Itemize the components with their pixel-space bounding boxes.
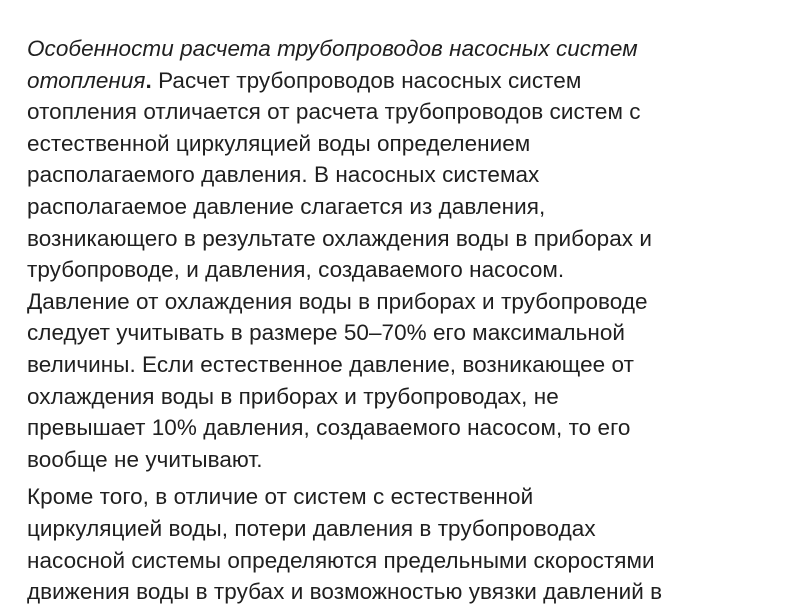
- paragraph-pump-systems: [27, 33, 787, 475]
- text-line: трубопроводе, и давления, создаваемого насосом.: [27, 257, 565, 283]
- text-line: Кроме того, в отличие от систем с естественной: [27, 484, 534, 510]
- text-line: превышает 10% давления, создаваемого насосом, то его: [27, 415, 631, 441]
- text-line: отопления отличается от расчета трубопроводов систем с: [27, 99, 641, 125]
- text-line: охлаждения воды в приборах и трубопроводах, не: [27, 383, 559, 409]
- text-line: естественной циркуляцией воды определением: [27, 130, 531, 156]
- text-line: величины. Если естественное давление, возникающее от: [27, 351, 634, 377]
- heading-period: .: [145, 67, 152, 93]
- document-page: [27, 33, 787, 608]
- text-line: возникающего в результате охлаждения воды в приборах и: [27, 225, 652, 251]
- paragraph-pressure-losses: [27, 481, 787, 607]
- section-heading-continued: отопления: [27, 67, 146, 93]
- text-line: [27, 65, 787, 97]
- text-line: циркуляцией воды, потери давления в трубопроводах: [27, 515, 596, 541]
- text-line: Давление от охлаждения воды в приборах и трубопроводе: [27, 288, 648, 314]
- text-line: располагаемого давления. В насосных системах: [27, 162, 540, 188]
- text-line: располагаемое давление слагается из давления,: [27, 193, 546, 219]
- text-line: движения воды в трубах и возможностью увязки давлений в: [27, 579, 663, 605]
- section-heading: Особенности расчета трубопроводов насосных систем: [27, 36, 638, 61]
- text-line: следует учитывать в размере 50–70% его максимальной: [27, 320, 626, 346]
- text-fragment: Расчет трубопроводов насосных систем: [151, 67, 582, 93]
- text-line: вообще не учитывают.: [27, 446, 263, 472]
- text-line: насосной системы определяются предельными скоростями: [27, 547, 655, 573]
